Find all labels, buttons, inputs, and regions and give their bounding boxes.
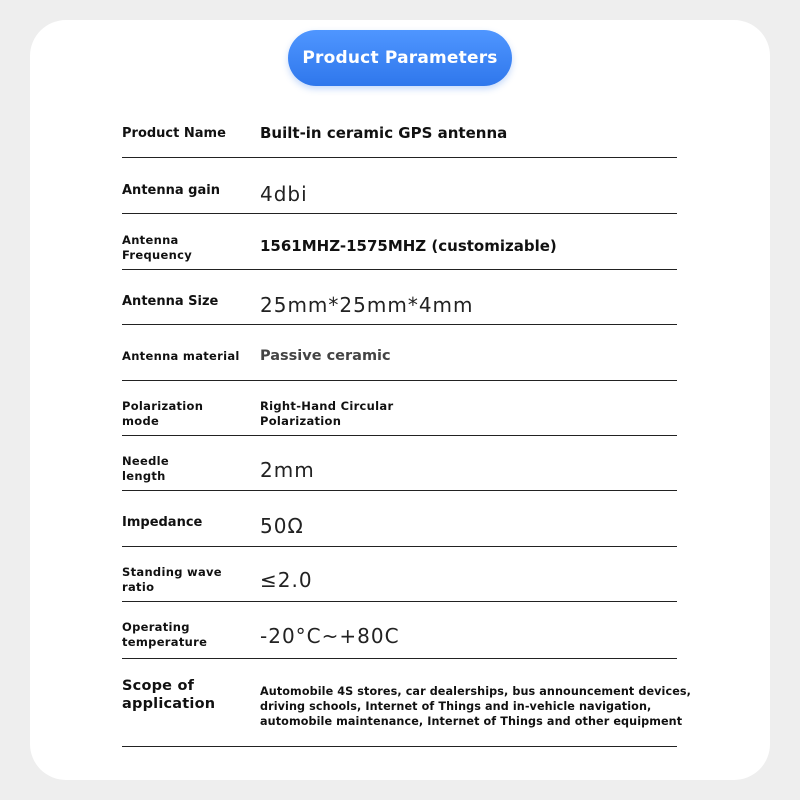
param-value: ≤2.0	[260, 568, 313, 592]
param-value	[260, 684, 691, 729]
param-label-line: Standing wave	[122, 565, 222, 579]
param-row-standing-wave-ratio	[122, 547, 677, 602]
param-value-line: Right-Hand Circular	[260, 399, 394, 413]
param-label-line: temperature	[122, 635, 208, 649]
param-row-scope-of-application	[122, 659, 691, 747]
param-label-line: Polarization	[122, 399, 204, 413]
param-row-antenna-material	[122, 325, 677, 381]
param-label: Antenna gain	[122, 183, 220, 198]
param-label	[122, 620, 207, 650]
param-row-operating-temperature	[122, 602, 677, 659]
param-label-line: Frequency	[122, 248, 193, 262]
param-value	[260, 399, 393, 429]
param-value-line: Automobile 4S stores, car dealerships, bus announcement devices,	[260, 685, 691, 698]
param-label: Impedance	[122, 515, 203, 530]
param-row-antenna-gain	[122, 158, 677, 214]
param-value-line: driving schools, Internet of Things and in-vehicle navigation,	[260, 700, 652, 713]
param-value: 4dbi	[260, 182, 308, 206]
param-label	[122, 565, 222, 595]
param-value: Passive ceramic	[260, 348, 391, 364]
param-value: -20°C~+80C	[260, 624, 400, 648]
param-row-polarization-mode	[122, 381, 677, 436]
param-label-line: Scope of	[122, 678, 195, 694]
param-label: Antenna material	[122, 349, 240, 363]
param-label-line: Operating	[122, 620, 190, 634]
param-row-needle-length	[122, 436, 677, 491]
param-value: 1561MHZ-1575MHZ (customizable)	[260, 237, 557, 255]
param-row-antenna-size	[122, 270, 677, 325]
param-label-line: application	[122, 696, 216, 712]
param-label: Product Name	[122, 126, 226, 141]
param-value: 2mm	[260, 458, 315, 482]
param-label: Antenna Size	[122, 294, 219, 309]
product-parameters-header: Product Parameters	[288, 30, 512, 86]
param-label-line: length	[122, 469, 166, 483]
param-label	[122, 677, 215, 713]
param-value: 25mm*25mm*4mm	[260, 293, 474, 317]
param-value: 50Ω	[260, 514, 304, 538]
param-value-line: Polarization	[260, 414, 342, 428]
param-label-line: mode	[122, 414, 160, 428]
param-row-antenna-frequency	[122, 214, 677, 270]
param-label	[122, 454, 169, 484]
param-label-line: ratio	[122, 580, 155, 594]
param-label	[122, 233, 192, 263]
param-value-line: automobile maintenance, Internet of Things and other equipment	[260, 715, 683, 728]
param-value: Built-in ceramic GPS antenna	[260, 124, 508, 142]
param-row-impedance	[122, 491, 677, 547]
param-label-line: Antenna	[122, 233, 179, 247]
param-row-product-name	[122, 120, 677, 158]
param-label-line: Needle	[122, 454, 169, 468]
param-label	[122, 399, 203, 429]
